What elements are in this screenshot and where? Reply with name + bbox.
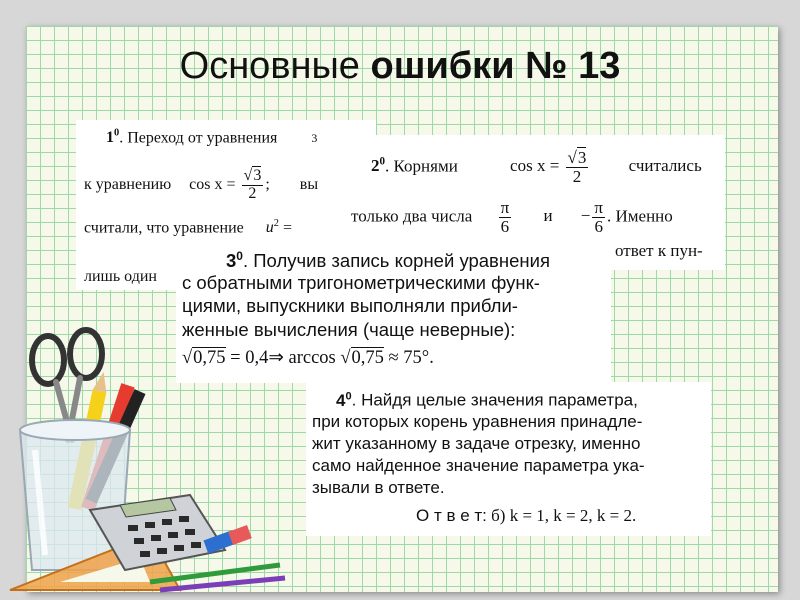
error-1-line-2: к уравнению cos x = $\frac{√3}{2}$ ; вы [84, 167, 319, 202]
error-4-answer: О т в е т: б) k = 1, k = 2, k = 2. [416, 506, 637, 525]
error-4-line-3: жит указанному в задаче отрезку, именно [312, 434, 641, 453]
error-3-formula: √0,75 = 0,4⇒ arccos √0,75 ≈ 75°. [182, 348, 434, 368]
error-2-line-2: только два числа $\frac{\pi}{6}$ и − $\frac{\pi}{6}$ . Именно [351, 198, 673, 236]
error-2-fraction: $\frac{√3}{2}$ [567, 148, 587, 186]
error-2-line-1: $2^0$. Корнями cos x = $\frac{√3}{2}$ считались [371, 148, 702, 186]
error-4-line-1: $4^0$. Найдя целые значения параметра, [336, 390, 638, 410]
error-4-line-4: само найденное значение параметра ука- [312, 456, 645, 475]
title-regular: Основные [179, 45, 360, 87]
error-1-fragment: 3 [311, 131, 318, 146]
error-4-scan [306, 382, 711, 536]
title-bold: ошибки № 13 [370, 45, 621, 87]
error-1-text-2a: к уравнению [84, 175, 172, 193]
error-1-number: 1 [106, 129, 114, 147]
error-1-line-4: лишь один [84, 268, 157, 285]
error-4-line-2: при которых корень уравнения принадле- [312, 412, 643, 431]
error-1-line-1 [106, 128, 317, 147]
error-1-text-3: считали, что уравнение [84, 219, 244, 237]
error-3-line-3: циями, выпускники выполняли прибли- [182, 295, 518, 316]
error-1-cos: cos x = [189, 175, 236, 193]
error-3-line-2: с обратными тригонометрическими функ- [182, 272, 540, 293]
error-3-line-4: женные вычисления (чаще неверные): [182, 319, 516, 340]
slide-title [150, 40, 650, 92]
error-1-fraction: $\frac{√3}{2}$ [243, 167, 262, 202]
error-2-line-3: ответ к пун- [615, 241, 703, 260]
stationery-clipart [0, 320, 290, 600]
error-3-line-1: $3^0$. Получив запись корней уравнения [226, 249, 550, 272]
error-1-number-sup: 0 [114, 128, 120, 139]
error-4-line-5: зывали в ответе. [312, 478, 445, 497]
error-1-line-3: считали, что уравнение $u^2$ = [84, 218, 292, 237]
error-1-text-1: . Переход от уравнения [119, 129, 278, 147]
